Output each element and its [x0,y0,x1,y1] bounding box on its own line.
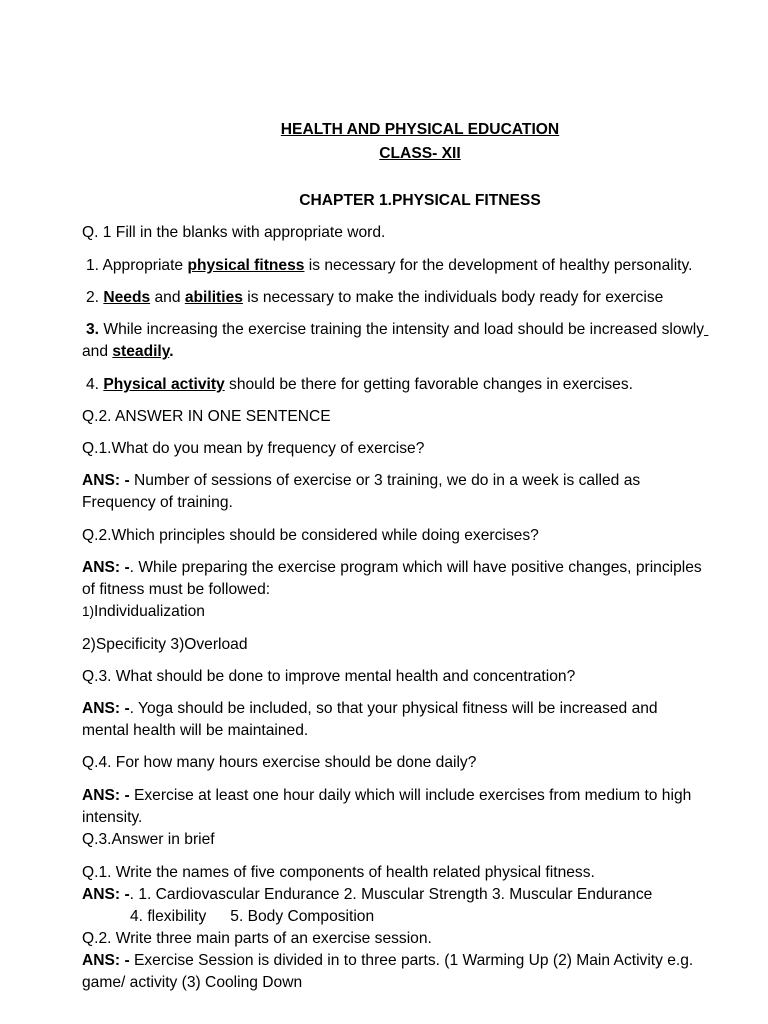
one-sentence-title: Q.2. ANSWER IN ONE SENTENCE [82,408,331,425]
fill-item-3-end: . [169,343,174,360]
ans-label: ANS: - [82,886,130,903]
class-heading: CLASS- XII [379,145,461,162]
fill-item-3-line-2 [82,341,174,363]
brief-answer-title: Q.3.Answer in brief [82,831,215,848]
answer-2-4-line-2: intensity. [82,809,143,826]
fill-item-2-prefix: 2. [86,289,104,306]
fill-item-3-trail [704,321,708,338]
fill-item-2-suffix: is necessary to make the individuals body ready for exercise [242,289,664,306]
answer-2-1-text: Number of sessions of exercise or 3 training, we do in a week is called as [129,472,641,489]
answer-2-2-item-1-number: 1) [82,604,95,619]
ans-label: ANS: - [82,952,130,969]
question-2-2: Q.2.Which principles should be considered while doing exercises? [82,527,539,544]
answer-2-2-items-2-3: 2)Specificity 3)Overload [82,636,248,653]
fill-blanks-title: Q. 1 Fill in the blanks with appropriate word. [82,224,386,241]
answer-3-1-part-4: 4. flexibility [130,908,207,925]
fill-item-4-suffix: should be there for getting favorable changes in exercises. [224,376,633,393]
ans-label: ANS: - [82,559,130,576]
fill-item-3-line-1 [86,319,708,341]
ans-label: ANS: - [82,700,130,717]
fill-item-3-text: While increasing the exercise training the intensity and load should be increased slowly [99,321,705,338]
ans-label: ANS: - [82,787,130,804]
fill-item-2-answer-1: Needs [103,289,151,306]
fill-item-2-answer-2: abilities [184,289,243,306]
answer-2-1-line-1 [82,470,640,492]
question-3-1: Q.1. Write the names of five components of health related physical fitness. [82,864,595,881]
fill-item-1-answer: physical fitness [187,257,305,274]
question-2-3: Q.3. What should be done to improve mental health and concentration? [82,668,576,685]
answer-2-4-text: Exercise at least one hour daily which will include exercises from medium to high [129,787,692,804]
fill-item-1 [86,255,692,277]
fill-item-4-answer: Physical activity [103,376,225,393]
fill-item-2-mid: and [150,289,185,306]
question-2-4: Q.4. For how many hours exercise should be done daily? [82,754,477,771]
answer-2-2-item-1-text: Individualization [94,603,205,620]
chapter-heading: CHAPTER 1.PHYSICAL FITNESS [299,192,541,209]
question-2-1: Q.1.What do you mean by frequency of exercise? [82,440,425,457]
answer-2-2-text: . While preparing the exercise program which will have positive changes, principles [129,559,702,576]
fill-item-3-number: 3. [86,321,100,338]
answer-3-1-line-2 [130,906,374,928]
answer-2-3-line-2: mental health will be maintained. [82,722,309,739]
answer-3-2-text: Exercise Session is divided in to three parts. (1 Warming Up (2) Main Activity e.g. [129,952,694,969]
answer-2-3-text: . Yoga should be included, so that your physical fitness will be increased and [129,700,658,717]
fill-item-4-prefix: 4. [86,376,104,393]
answer-2-2-item-1 [82,601,205,623]
answer-3-1-text: . 1. Cardiovascular Endurance 2. Muscular Strength 3. Muscular Endurance [129,886,653,903]
answer-2-2-line-2: of fitness must be followed: [82,581,271,598]
fill-item-1-prefix: 1. Appropriate [86,257,188,274]
answer-3-1-part-5: 5. Body Composition [230,908,375,925]
fill-item-3-line-2-prefix: and [82,343,113,360]
question-3-2: Q.2. Write three main parts of an exercise session. [82,930,432,947]
answer-3-2-line-2: game/ activity (3) Cooling Down [82,974,303,991]
answer-3-1-line-1 [82,884,652,906]
answer-2-2-line-1 [82,557,702,579]
answer-2-3-line-1 [82,698,658,720]
fill-item-1-suffix: is necessary for the development of healthy personality. [304,257,693,274]
answer-2-4-line-1 [82,785,691,807]
ans-label: ANS: - [82,472,130,489]
fill-item-3-answer: steadily [112,343,170,360]
fill-item-4 [86,374,633,396]
answer-3-2-line-1 [82,950,693,972]
subject-heading: HEALTH AND PHYSICAL EDUCATION [280,121,560,138]
fill-item-2 [86,287,663,309]
answer-2-1-line-2: Frequency of training. [82,494,233,511]
